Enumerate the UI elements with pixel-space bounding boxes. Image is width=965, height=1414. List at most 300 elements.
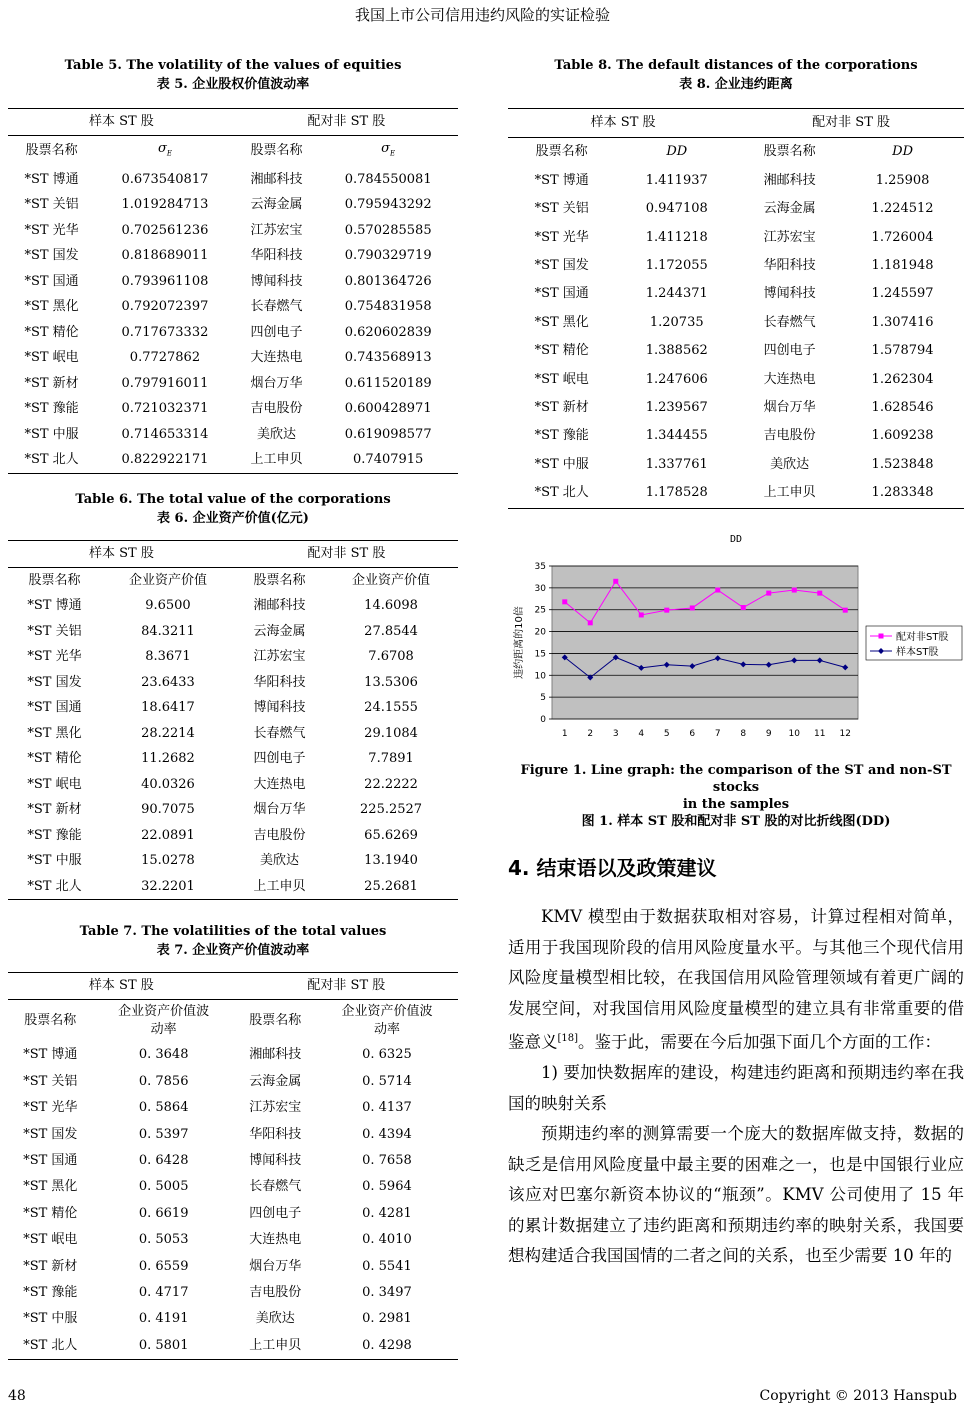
table-cell: 0.7407915 — [318, 447, 458, 473]
table7-caption — [8, 922, 458, 960]
table-cell: 大连热电 — [763, 371, 816, 387]
table-cell: 云海金属 — [250, 197, 303, 213]
table-row — [8, 1095, 458, 1121]
table7-col1: 股票名称 — [24, 1013, 77, 1029]
table-cell: 1.523848 — [871, 456, 934, 472]
table-cell: 84.3211 — [141, 623, 195, 639]
table-cell: *ST 精伦 — [27, 751, 82, 766]
table-cell: 0.795943292 — [344, 197, 432, 213]
paragraph-1-text: KMV 模型由于数据获取相对容易，计算过程相对简单，适用于我国现阶段的信用风险度量水平。与其他三个现代信用风险度量模型相比较，在我国信用风险管理领域有着更广阔的发展空间，对我国信用风险度量模型的建立具有非常重要的借鉴意义 — [508, 907, 964, 1052]
table-cell: 1.239567 — [645, 400, 708, 416]
table-row — [8, 1333, 458, 1360]
table-cell: 上工申贝 — [235, 447, 319, 473]
table-cell: 90.7075 — [141, 802, 195, 817]
table-cell: *ST 黑化 — [23, 1179, 78, 1195]
table-cell: 大连热电 — [250, 350, 303, 366]
table-row — [8, 721, 458, 747]
data-point — [715, 588, 720, 593]
table-cell: 云海金属 — [253, 623, 306, 639]
table-cell: 1.262304 — [871, 371, 934, 387]
table-cell: *ST 新材 — [27, 802, 82, 817]
table-cell: 0.7727862 — [129, 350, 201, 366]
table-cell: 22.2222 — [364, 776, 418, 792]
table-cell: 0.743568913 — [344, 350, 432, 366]
table-cell: 四创电子 — [253, 751, 306, 766]
table6-caption — [8, 490, 458, 528]
table7-col2 — [93, 1000, 235, 1043]
table-cell: 博闻科技 — [253, 700, 306, 715]
table6-col4: 企业资产价值 — [352, 572, 431, 588]
paragraph-1 — [508, 902, 964, 1058]
table-row — [508, 195, 964, 223]
table-row — [8, 797, 458, 823]
data-point — [792, 588, 797, 593]
table6-col2: 企业资产价值 — [128, 572, 207, 588]
table-row — [8, 695, 458, 721]
x-tick-label: 5 — [663, 729, 670, 739]
table5-col4 — [318, 135, 458, 167]
table-cell: 1.25908 — [875, 172, 930, 188]
table-cell: 0.620602839 — [344, 324, 432, 340]
table-cell: 0.801364726 — [344, 273, 432, 289]
table-cell: *ST 国通 — [534, 286, 589, 302]
table-row — [8, 243, 458, 269]
table-row — [8, 619, 458, 645]
table-row — [8, 1306, 458, 1332]
table5-col1: 股票名称 — [25, 143, 78, 159]
table-cell: *ST 国发 — [27, 674, 82, 690]
table6 — [8, 540, 458, 900]
table-cell: 湘邮科技 — [250, 171, 303, 187]
table-cell: 0. 3497 — [362, 1285, 412, 1301]
table5-caption-en: Table 5. The volatility of the values of equities — [64, 58, 402, 73]
table-cell: 13.5306 — [364, 674, 418, 690]
table-cell: 0. 7856 — [138, 1073, 189, 1089]
table-cell: 0. 6559 — [138, 1258, 189, 1274]
table-cell: *ST 中服 — [23, 1311, 78, 1327]
table-cell: 长春燃气 — [763, 314, 816, 330]
table7-col4-line1: 企业资产价值波 — [341, 1004, 433, 1020]
table-cell: 华阳科技 — [250, 248, 303, 264]
table-row — [8, 294, 458, 320]
table8-caption-en: Table 8. The default distances of the corporations — [554, 58, 918, 73]
table-row — [508, 224, 964, 252]
table7-caption-zh: 表 7. 企业资产价值波动率 — [156, 943, 310, 958]
chart-title: DD — [729, 534, 743, 545]
table5-body — [8, 167, 458, 474]
dd-line-chart — [508, 528, 964, 756]
table-cell: 0. 4298 — [316, 1333, 458, 1360]
table-cell: 1.181948 — [871, 258, 934, 274]
plot-area — [552, 566, 858, 719]
table-cell: 1.628546 — [871, 400, 934, 416]
table-cell: 1.172055 — [645, 258, 708, 274]
table-cell: 华阳科技 — [249, 1126, 302, 1142]
data-point — [741, 605, 746, 610]
table-cell: *ST 新材 — [534, 400, 589, 416]
table-cell: *ST 关铝 — [27, 623, 82, 639]
table8-col2: DD — [666, 144, 688, 160]
x-tick-label: 6 — [689, 729, 696, 739]
table-cell: *ST 博通 — [534, 172, 589, 188]
table7-body — [8, 1042, 458, 1359]
table-cell: *ST 国发 — [24, 248, 79, 264]
table5-group-left: 样本 ST 股 — [8, 109, 235, 136]
table-cell: 长春燃气 — [249, 1179, 302, 1195]
table5 — [8, 108, 458, 474]
x-tick-label: 4 — [638, 729, 645, 739]
table-cell: 博闻科技 — [249, 1153, 302, 1169]
table-cell: *ST 岷电 — [23, 1232, 78, 1248]
legend-label: 配对非ST股 — [896, 632, 949, 643]
table-cell: 0.717673332 — [121, 324, 209, 340]
table-cell: 0. 4010 — [362, 1232, 412, 1248]
table-cell: 1.247606 — [645, 371, 708, 387]
table-cell: 15.0278 — [141, 853, 195, 868]
table-row — [8, 874, 458, 900]
table-cell: 0. 5541 — [362, 1258, 412, 1274]
table5-group-right: 配对非 ST 股 — [235, 109, 458, 136]
table-cell: 华阳科技 — [253, 674, 306, 690]
table-cell: 吉电股份 — [253, 827, 306, 843]
table-cell: 1.337761 — [645, 456, 708, 472]
section-body — [508, 902, 964, 1272]
table-cell: 0. 7658 — [362, 1153, 412, 1169]
table-cell: *ST 中服 — [534, 456, 589, 472]
running-head: 我国上市公司信用违约风险的实证检验 — [354, 6, 610, 24]
table5-col2 — [95, 135, 235, 167]
table-cell: 0.600428971 — [344, 401, 432, 417]
table-cell: 长春燃气 — [253, 725, 306, 741]
table-cell: 1.283348 — [841, 479, 964, 508]
table-row — [8, 1254, 458, 1280]
x-tick-label: 2 — [587, 729, 594, 739]
y-tick-label: 30 — [534, 583, 546, 594]
table5-col3: 股票名称 — [250, 143, 303, 159]
table-cell: 25.2681 — [324, 874, 458, 900]
table-cell: 0. 6325 — [362, 1047, 412, 1063]
table-cell: 1.344455 — [645, 428, 708, 444]
table7-col2-line1: 企业资产价值波 — [118, 1004, 210, 1020]
table-cell: 湘邮科技 — [249, 1047, 302, 1063]
table-cell: 吉电股份 — [763, 428, 816, 444]
table-cell: 湘邮科技 — [253, 598, 306, 613]
paragraph-1-end: 。鉴于此，需要在今后加强下面几个方面的工作： — [578, 1032, 942, 1052]
table7-col4 — [316, 1000, 458, 1043]
table-cell: *ST 光华 — [27, 649, 82, 664]
x-tick-label: 1 — [561, 729, 568, 739]
copyright: Copyright © 2013 Hanspub — [759, 1388, 957, 1404]
table-row — [8, 670, 458, 696]
table-cell: 云海金属 — [763, 201, 816, 217]
page-number: 48 — [8, 1388, 26, 1404]
table-cell: *ST 黑化 — [24, 299, 79, 315]
table-cell: 32.2201 — [101, 874, 235, 900]
table-cell: 湘邮科技 — [763, 172, 816, 188]
table-row — [508, 422, 964, 450]
sigma-sub: E — [390, 149, 396, 158]
table-cell: 27.8544 — [364, 623, 418, 639]
table6-caption-zh: 表 6. 企业资产价值(亿元) — [157, 511, 309, 526]
table-cell: 0. 5801 — [93, 1333, 235, 1360]
table-cell: *ST 光华 — [24, 222, 79, 238]
table-row — [508, 309, 964, 337]
table-cell: *ST 博通 — [23, 1047, 78, 1063]
table-row — [8, 1042, 458, 1068]
table-cell: 四创电子 — [250, 324, 303, 340]
table-cell: 0. 5864 — [138, 1100, 189, 1116]
table7-col3: 股票名称 — [249, 1013, 302, 1029]
table-cell: 美欣达 — [255, 1311, 295, 1327]
table5-caption — [8, 56, 458, 94]
table-cell: 0. 2981 — [362, 1311, 412, 1327]
table-cell: 7.6708 — [368, 649, 414, 664]
table-cell: 0.784550081 — [344, 171, 432, 187]
sigma-sub: E — [166, 149, 172, 158]
table-cell: 0. 5053 — [138, 1232, 189, 1248]
paragraph-3: 预期违约率的测算需要一个庞大的数据库做支持，数据的缺乏是信用风险度量中最主要的困难之一，也是中国银行业应该应对巴塞尔新资本协议的“瓶颈”。KMV 公司使用了 15 年的累计数据建立了违约距离和预期违约率的映射关系，我国要想构建适合我国国情的二者之间的关系，也至少需要 10 年的 — [508, 1124, 964, 1265]
table-cell: 吉电股份 — [249, 1285, 302, 1301]
table-row — [8, 396, 458, 422]
data-point — [664, 608, 669, 613]
table-cell: *ST 岷电 — [27, 776, 82, 792]
table7-group-right: 配对非 ST 股 — [235, 973, 458, 1000]
table-row — [8, 371, 458, 397]
table7-block — [8, 922, 458, 1360]
table-cell: 江苏宏宝 — [763, 229, 816, 245]
table-row — [8, 1174, 458, 1200]
table-cell: 0. 6619 — [138, 1205, 189, 1221]
table-cell: *ST 黑化 — [27, 725, 82, 741]
figure1-caption-en-1: Figure 1. Line graph: the comparison of the ST and non-ST stocks — [520, 763, 952, 795]
table6-col3: 股票名称 — [253, 572, 306, 588]
table6-group-right: 配对非 ST 股 — [235, 541, 458, 568]
table-cell: 0. 5397 — [138, 1126, 189, 1142]
table-row — [508, 366, 964, 394]
table-row — [8, 1069, 458, 1095]
table-cell: 18.6417 — [141, 700, 195, 715]
table-cell: 1.20735 — [649, 314, 704, 330]
x-tick-label: 10 — [788, 729, 800, 739]
y-tick-label: 20 — [534, 627, 546, 638]
x-tick-label: 12 — [839, 729, 851, 739]
table-cell: *ST 精伦 — [24, 324, 79, 340]
table-cell: *ST 关铝 — [23, 1073, 78, 1089]
table-cell: 1.411937 — [645, 172, 708, 188]
table-cell: 1.245597 — [871, 286, 934, 302]
table-row — [8, 218, 458, 244]
table-cell: *ST 国发 — [23, 1126, 78, 1142]
table-cell: 14.6098 — [364, 598, 418, 613]
table-cell: 烟台万华 — [763, 400, 816, 416]
table-cell: 江苏宏宝 — [249, 1100, 302, 1116]
sigma-symbol: σ — [381, 140, 391, 156]
x-tick-label: 9 — [765, 729, 772, 739]
table-cell: 长春燃气 — [250, 299, 303, 315]
data-point — [639, 612, 644, 617]
table-cell: 0. 3648 — [138, 1047, 189, 1063]
table-cell: 1.019284713 — [121, 197, 209, 213]
table-cell: *ST 光华 — [23, 1100, 78, 1116]
table-row — [8, 746, 458, 772]
table-row — [508, 252, 964, 280]
table8-col4: DD — [892, 144, 913, 160]
table8-caption-zh: 表 8. 企业违约距离 — [679, 77, 793, 92]
table7-caption-en: Table 7. The volatilities of the total values — [79, 924, 387, 939]
table-cell: 0.822922171 — [95, 447, 235, 473]
table-cell: 0.792072397 — [121, 299, 209, 315]
table-cell: *ST 光华 — [534, 229, 589, 245]
table-cell: 上工申贝 — [738, 479, 841, 508]
table-cell: 7.7891 — [368, 751, 414, 766]
table-cell: 0. 4717 — [138, 1285, 189, 1301]
table-cell: 22.0891 — [141, 827, 195, 843]
table-cell: 23.6433 — [141, 674, 195, 690]
table-cell: 1.307416 — [871, 314, 934, 330]
legend-label: 样本ST股 — [896, 647, 939, 658]
table-cell: 0.947108 — [645, 201, 708, 217]
table-cell: *ST 北人 — [8, 447, 95, 473]
legend-marker — [879, 634, 884, 639]
table-row — [8, 269, 458, 295]
table-cell: 0.790329719 — [344, 248, 432, 264]
table-cell: *ST 中服 — [27, 853, 82, 868]
table-cell: 0. 5714 — [362, 1073, 412, 1089]
table-cell: 0.570285585 — [344, 222, 432, 238]
table6-col1: 股票名称 — [28, 572, 81, 588]
table-cell: 0. 4281 — [362, 1205, 412, 1221]
table-cell: *ST 黑化 — [534, 314, 589, 330]
table-cell: 1.609238 — [871, 428, 934, 444]
table8-block — [508, 56, 964, 509]
table-cell: *ST 新材 — [24, 375, 79, 391]
x-tick-label: 7 — [714, 729, 721, 739]
table-row — [8, 167, 458, 193]
table-cell: 博闻科技 — [250, 273, 303, 289]
table-cell: *ST 中服 — [24, 426, 79, 442]
table-row — [8, 772, 458, 798]
table-cell: 0. 6428 — [138, 1153, 189, 1169]
table-row — [508, 394, 964, 422]
table-cell: *ST 国发 — [534, 258, 589, 274]
table-cell: *ST 精伦 — [23, 1205, 78, 1221]
table-row — [8, 1201, 458, 1227]
table-cell: *ST 国通 — [27, 700, 82, 715]
data-point — [817, 591, 822, 596]
table-cell: 烟台万华 — [249, 1258, 302, 1274]
table-cell: *ST 博通 — [24, 171, 79, 187]
table-cell: 0.673540817 — [121, 171, 209, 187]
section-heading: 4. 结束语以及政策建议 — [508, 856, 717, 880]
table-row — [8, 447, 458, 473]
table-row — [8, 593, 458, 619]
y-tick-label: 25 — [534, 605, 546, 616]
figure1-caption-en-2: in the samples — [682, 797, 790, 812]
table-cell: 0.797916011 — [121, 375, 209, 391]
table8-col1: 股票名称 — [535, 144, 588, 160]
table-cell: 烟台万华 — [250, 375, 303, 391]
table-cell: 1.178528 — [615, 479, 738, 508]
table-cell: 225.2527 — [360, 802, 423, 817]
table-cell: 0. 4394 — [362, 1126, 412, 1142]
sigma-symbol: σ — [157, 140, 167, 156]
table-row — [8, 345, 458, 371]
table5-caption-zh: 表 5. 企业股权价值波动率 — [156, 77, 310, 92]
table-cell: 江苏宏宝 — [250, 222, 303, 238]
table-cell: 四创电子 — [249, 1205, 302, 1221]
table-cell: 美欣达 — [257, 426, 297, 442]
table-cell: 云海金属 — [249, 1073, 302, 1089]
table-cell: 29.1084 — [364, 725, 418, 741]
table-cell: *ST 关铝 — [534, 201, 589, 217]
data-point — [588, 620, 593, 625]
data-point — [690, 605, 695, 610]
y-tick-label: 10 — [534, 671, 546, 682]
table-row — [508, 167, 964, 195]
table7-col4-line2: 动率 — [373, 1022, 400, 1038]
table-cell: 0. 4137 — [362, 1100, 412, 1116]
table-cell: 0.702561236 — [121, 222, 209, 238]
table-cell: 0.754831958 — [344, 299, 432, 315]
data-point — [766, 591, 771, 596]
table-cell: 吉电股份 — [250, 401, 303, 417]
table-cell: 上工申贝 — [235, 874, 324, 900]
table-cell: *ST 精伦 — [534, 343, 589, 359]
table-cell: 1.224512 — [871, 201, 934, 217]
table6-block — [8, 490, 458, 900]
table-cell: 65.6269 — [364, 827, 418, 843]
table-cell: 40.0326 — [141, 776, 195, 792]
table-cell: 上工申贝 — [235, 1333, 316, 1360]
y-axis-label: 违约距离的10倍 — [514, 606, 525, 679]
citation-ref: [18] — [557, 1033, 579, 1044]
x-tick-label: 8 — [740, 729, 747, 739]
table-cell: *ST 国通 — [23, 1153, 78, 1169]
x-tick-label: 11 — [814, 729, 826, 739]
table8-group-right: 配对非 ST 股 — [738, 109, 964, 138]
table-row — [8, 192, 458, 218]
table-cell: 0. 5005 — [138, 1179, 189, 1195]
table-cell: 1.726004 — [871, 229, 934, 245]
table-row — [8, 1148, 458, 1174]
table-cell: 美欣达 — [259, 853, 299, 868]
table-cell: *ST 北人 — [8, 1333, 93, 1360]
table-row — [8, 823, 458, 849]
table-cell: 8.3671 — [145, 649, 191, 664]
figure1-caption — [508, 762, 964, 830]
table6-body — [8, 593, 458, 900]
table-cell: 1.244371 — [645, 286, 708, 302]
table8 — [508, 108, 964, 509]
paragraph-2: 1) 要加快数据库的建设，构建违约距离和预期违约率在我国的映射关系 — [508, 1063, 964, 1113]
table-row — [8, 644, 458, 670]
table-row — [508, 479, 964, 508]
table7-col2-line2: 动率 — [150, 1022, 177, 1038]
table-cell: 11.2682 — [141, 751, 195, 766]
table-cell: *ST 北人 — [8, 874, 101, 900]
table-row — [8, 848, 458, 874]
data-point — [613, 579, 618, 584]
y-tick-label: 35 — [534, 562, 546, 572]
table-cell: 0.793961108 — [121, 273, 209, 289]
data-point — [562, 599, 567, 604]
table-cell: 1.411218 — [645, 229, 708, 245]
table-row — [8, 422, 458, 448]
table-cell: 0. 5964 — [362, 1179, 412, 1195]
data-point — [843, 608, 848, 613]
table-row — [8, 1122, 458, 1148]
table-row — [8, 1280, 458, 1306]
